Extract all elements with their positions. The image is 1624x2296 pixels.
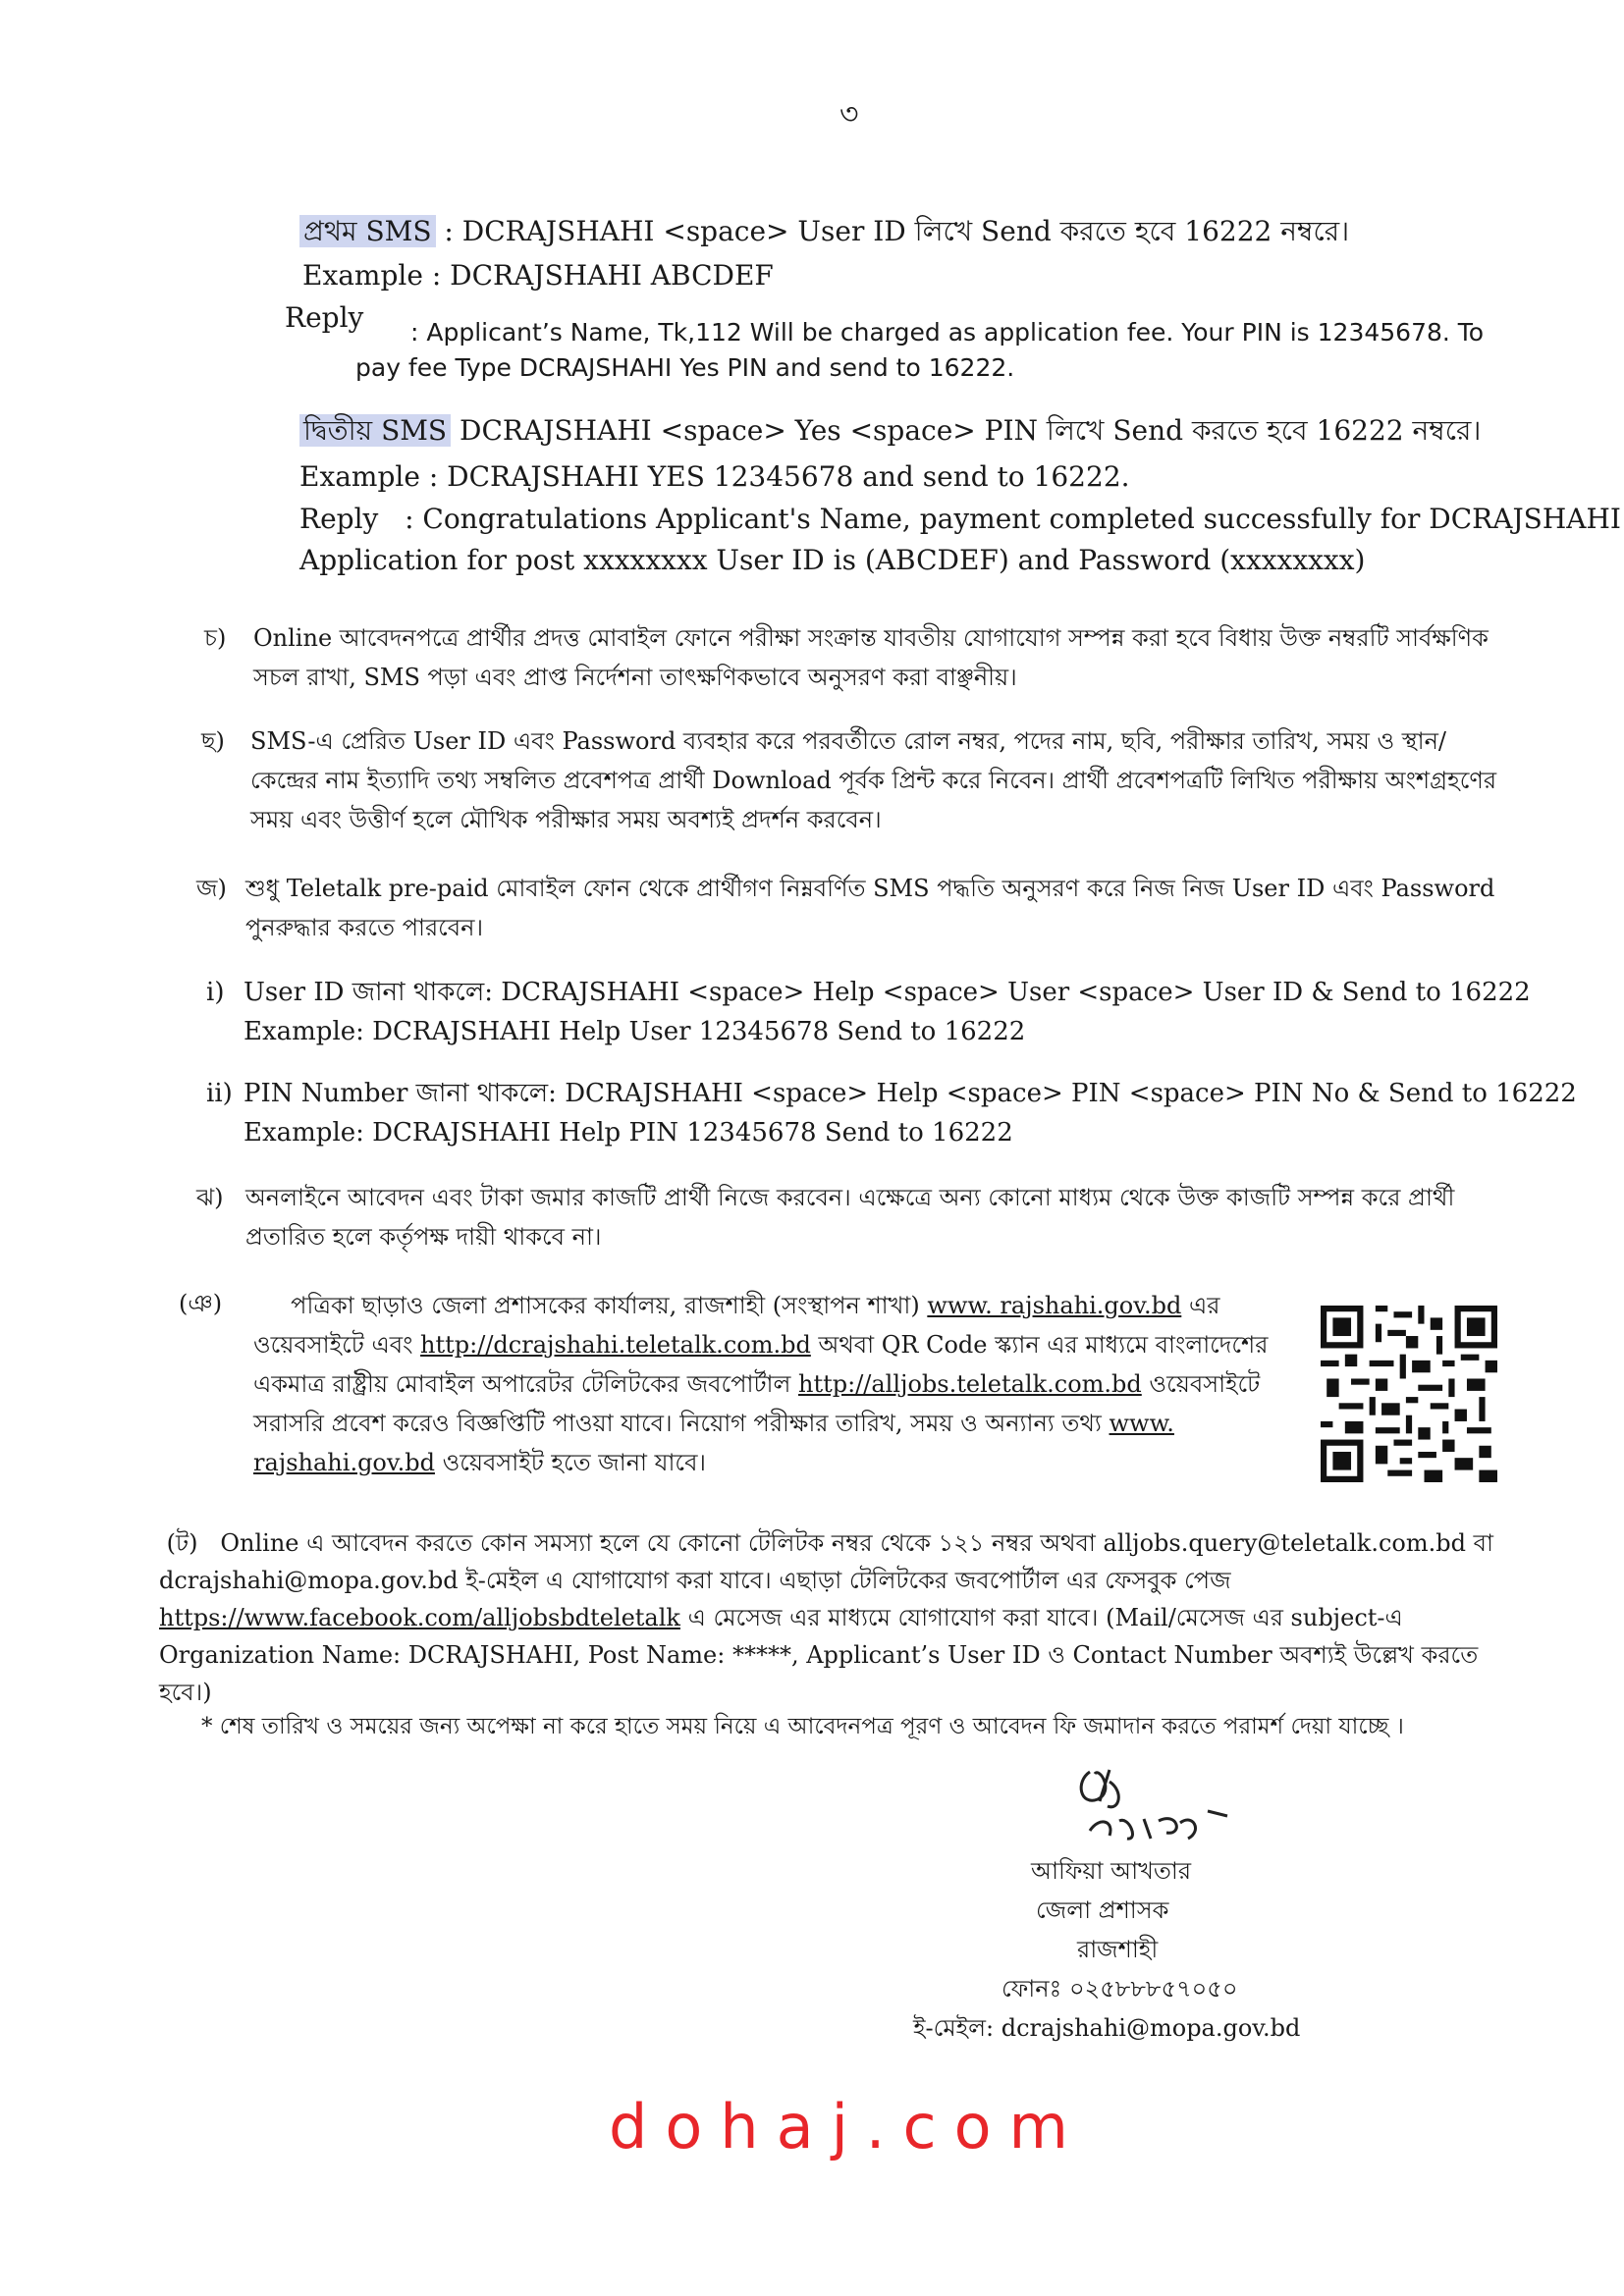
- sms1-example-text: : DCRAJSHAHI ABCDEF: [431, 259, 774, 292]
- item-ii-line1: PIN Number জানা থাকলে: DCRAJSHAHI <space> Help <space> PIN <space> PIN No & Send to 16222: [244, 1079, 1577, 1108]
- sms2-label: দ্বিতীয় SMS: [299, 414, 451, 447]
- item-ja-text: শুধু Teletalk pre-paid মোবাইল ফোন থেকে প্রার্থীগণ নিম্নবর্ণিত SMS পদ্ধতি অনুসরণ করে নিজ নিজ User ID এবং Password পুনরুদ্ধার করতে পারবেন।: [245, 875, 1495, 941]
- item-i-mark: i): [206, 978, 225, 1007]
- sms2-example-text: : DCRAJSHAHI YES 12345678 and send to 16222.: [428, 460, 1130, 493]
- item-jha-text: অনলাইনে আবেদন এবং টাকা জমার কাজটি প্রার্থী নিজে করবেন। এক্ষেত্রে অন্য কোনো মাধ্যম থেকে উক্ত কাজটি সম্পন্ন করে প্রার্থী প্রতারিত হলে কর্তৃপক্ষ দায়ী থাকবে না।: [245, 1184, 1455, 1251]
- watermark: dohaj.com: [609, 2091, 1086, 2163]
- item-cha-mark: চ): [204, 624, 227, 652]
- item-ii-line2: Example: DCRAJSHAHI Help PIN 12345678 Send to 16222: [244, 1118, 1013, 1148]
- item-chha-mark: ছ): [201, 727, 225, 755]
- item-nya-mark: (ঞ): [179, 1290, 223, 1317]
- item-nya-text5: ওয়েবসাইট হতে জানা যাবে।: [442, 1449, 707, 1476]
- signature-icon: [1070, 1762, 1267, 1850]
- item-chha: [201, 721, 1512, 839]
- page-number: ৩: [839, 97, 859, 132]
- signatory-office: রাজশাহী: [1077, 1936, 1159, 1963]
- item-ja-mark: জ): [196, 875, 227, 902]
- item-jha: [196, 1178, 1512, 1256]
- facebook-page-link[interactable]: https://www.facebook.com/alljobsbdteletalk: [159, 1604, 680, 1631]
- item-nya-text3: অথবা QR Code স্ক্যান এর মাধ্যমে বাংলাদেশের একমাত্র রাষ্ট্রীয় মোবাইল অপারেটর টেলিটকের জবপোর্টাল: [253, 1331, 1269, 1398]
- item-i-line2: Example: DCRAJSHAHI Help User 12345678 Send to 16222: [244, 1017, 1026, 1046]
- footer-note: * শেষ তারিখ ও সময়ের জন্য অপেক্ষা না করে হাতে সময় নিয়ে এ আবেদনপত্র পূরণ ও আবেদন ফি জমাদান করতে পরামর্শ দেয়া যাচ্ছে ।: [201, 1714, 1404, 1739]
- signatory-email: ই-মেইল: dcrajshahi@mopa.gov.bd: [913, 2014, 1301, 2042]
- rajshahi-link-1[interactable]: www. rajshahi.gov.bd: [927, 1292, 1182, 1319]
- item-ii-mark: ii): [206, 1079, 233, 1108]
- item-ta-text1: Online এ আবেদন করতে কোন সমস্যা হলে যে কোনো টেলিটক নম্বর থেকে ১২১ নম্বর অথবা alljobs.query@teletalk.com.bd বা dcrajshahi@mopa.gov.bd ই-মেইল এ যোগাযোগ করা যাবে। এছাড়া টেলিটকের জবপোর্টাল এর ফেসবুক পেজ: [159, 1529, 1493, 1594]
- item-nya-text2: এর ওয়েবসাইটে এবং: [253, 1292, 1220, 1359]
- sms1-reply-line2: pay fee Type DCRAJSHAHI Yes PIN and send to 16222.: [355, 353, 1015, 382]
- signatory-phone: ফোনঃ ০২৫৮৮৮৫৭০৫০: [1001, 1975, 1238, 2002]
- sms1-example: [302, 255, 774, 296]
- item-nya-text4: ওয়েবসাইটে সরাসরি প্রবেশ করেও বিজ্ঞপ্তিটি পাওয়া যাবে। নিয়োগ পরীক্ষার তারিখ, সময় ও অন্যান্য তথ্য: [253, 1370, 1261, 1437]
- sms2-text: DCRAJSHAHI <space> Yes <space> PIN লিখে Send করতে হবে 16222 নম্বরে।: [460, 414, 1482, 447]
- sms2-example: [299, 456, 1130, 498]
- qr-code-icon[interactable]: [1321, 1306, 1497, 1482]
- item-ja: [196, 869, 1512, 947]
- sms2-line: [299, 410, 1481, 452]
- dcrajshahi-teletalk-link[interactable]: http://dcrajshahi.teletalk.com.bd: [420, 1331, 811, 1359]
- item-i-line1: User ID জানা থাকলে: DCRAJSHAHI <space> Help <space> User <space> User ID & Send to 16222: [244, 978, 1531, 1007]
- item-nya: [253, 1286, 1294, 1482]
- item-nya-text1: পত্রিকা ছাড়াও জেলা প্রশাসকের কার্যালয়, রাজশাহী (সংস্থাপন শাখা): [291, 1292, 920, 1319]
- sms1-reply-line1: : Applicant’s Name, Tk,112 Will be charged as application fee. Your PIN is 12345678. To: [410, 318, 1485, 347]
- signatory-designation: জেলা প্রশাসক: [1036, 1896, 1169, 1924]
- sms2-reply-line2: Application for post xxxxxxxx User ID is (ABCDEF) and Password (xxxxxxxx): [299, 544, 1366, 576]
- sms2-reply-line1: : Congratulations Applicant's Name, payment completed successfully for DCRAJSHAHI: [405, 503, 1621, 535]
- item-cha: [204, 618, 1510, 697]
- sms1-label: প্রথম SMS: [299, 215, 436, 247]
- sms1-line: [299, 211, 1349, 252]
- item-chha-text: SMS-এ প্রেরিত User ID এবং Password ব্যবহার করে পরবর্তীতে রোল নম্বর, পদের নাম, ছবি, পরীক্ষার তারিখ, সময় ও স্থান/কেন্দ্রের নাম ইত্যাদি তথ্য সম্বলিত প্রবেশপত্র প্রার্থী Download পূর্বক প্রিন্ট করে নিবেন। প্রার্থী প্রবেশপত্রটি লিখিত পরীক্ষায় অংশগ্রহণের সময় এবং উত্তীর্ণ হলে মৌখিক পরীক্ষার সময় অবশ্যই প্রদর্শন করবেন।: [250, 727, 1497, 833]
- signatory-name: আফিয়া আখতার: [1031, 1857, 1192, 1885]
- item-ta: [159, 1524, 1509, 1711]
- item-ta-text2: এ মেসেজ এর মাধ্যমে যোগাযোগ করা যাবে। (Mail/মেসেজ এর subject-এ Organization Name: DCRAJSHAHI, Post Name: *****, Applicant’s User ID ও Contact Number অবশ্যই উল্লেখ করতে হবে।): [159, 1604, 1479, 1706]
- sms1-reply-label: Reply: [285, 301, 364, 334]
- sms1-text: : DCRAJSHAHI <space> User ID লিখে Send করতে হবে 16222 নম্বরে।: [444, 215, 1350, 247]
- sms2-reply-label: Reply: [299, 503, 379, 535]
- sms2-reply: [299, 499, 1621, 540]
- rajshahi-link-2[interactable]: www. rajshahi.gov.bd: [253, 1410, 1174, 1476]
- item-jha-mark: ঝ): [196, 1184, 224, 1211]
- item-cha-text: Online আবেদনপত্রে প্রার্থীর প্রদত্ত মোবাইল ফোনে পরীক্ষা সংক্রান্ত যাবতীয় যোগাযোগ সম্পন্ন করা হবে বিধায় উক্ত নম্বরটি সার্বক্ষণিক সচল রাখা, SMS পড়া এবং প্রাপ্ত নির্দেশনা তাৎক্ষণিকভাবে অনুসরণ করা বাঞ্ছনীয়।: [253, 624, 1489, 691]
- alljobs-teletalk-link[interactable]: http://alljobs.teletalk.com.bd: [798, 1370, 1142, 1398]
- item-ta-mark: (ট): [166, 1529, 198, 1557]
- sms2-example-label: Example: [299, 460, 420, 493]
- sms1-example-label: Example: [302, 259, 423, 292]
